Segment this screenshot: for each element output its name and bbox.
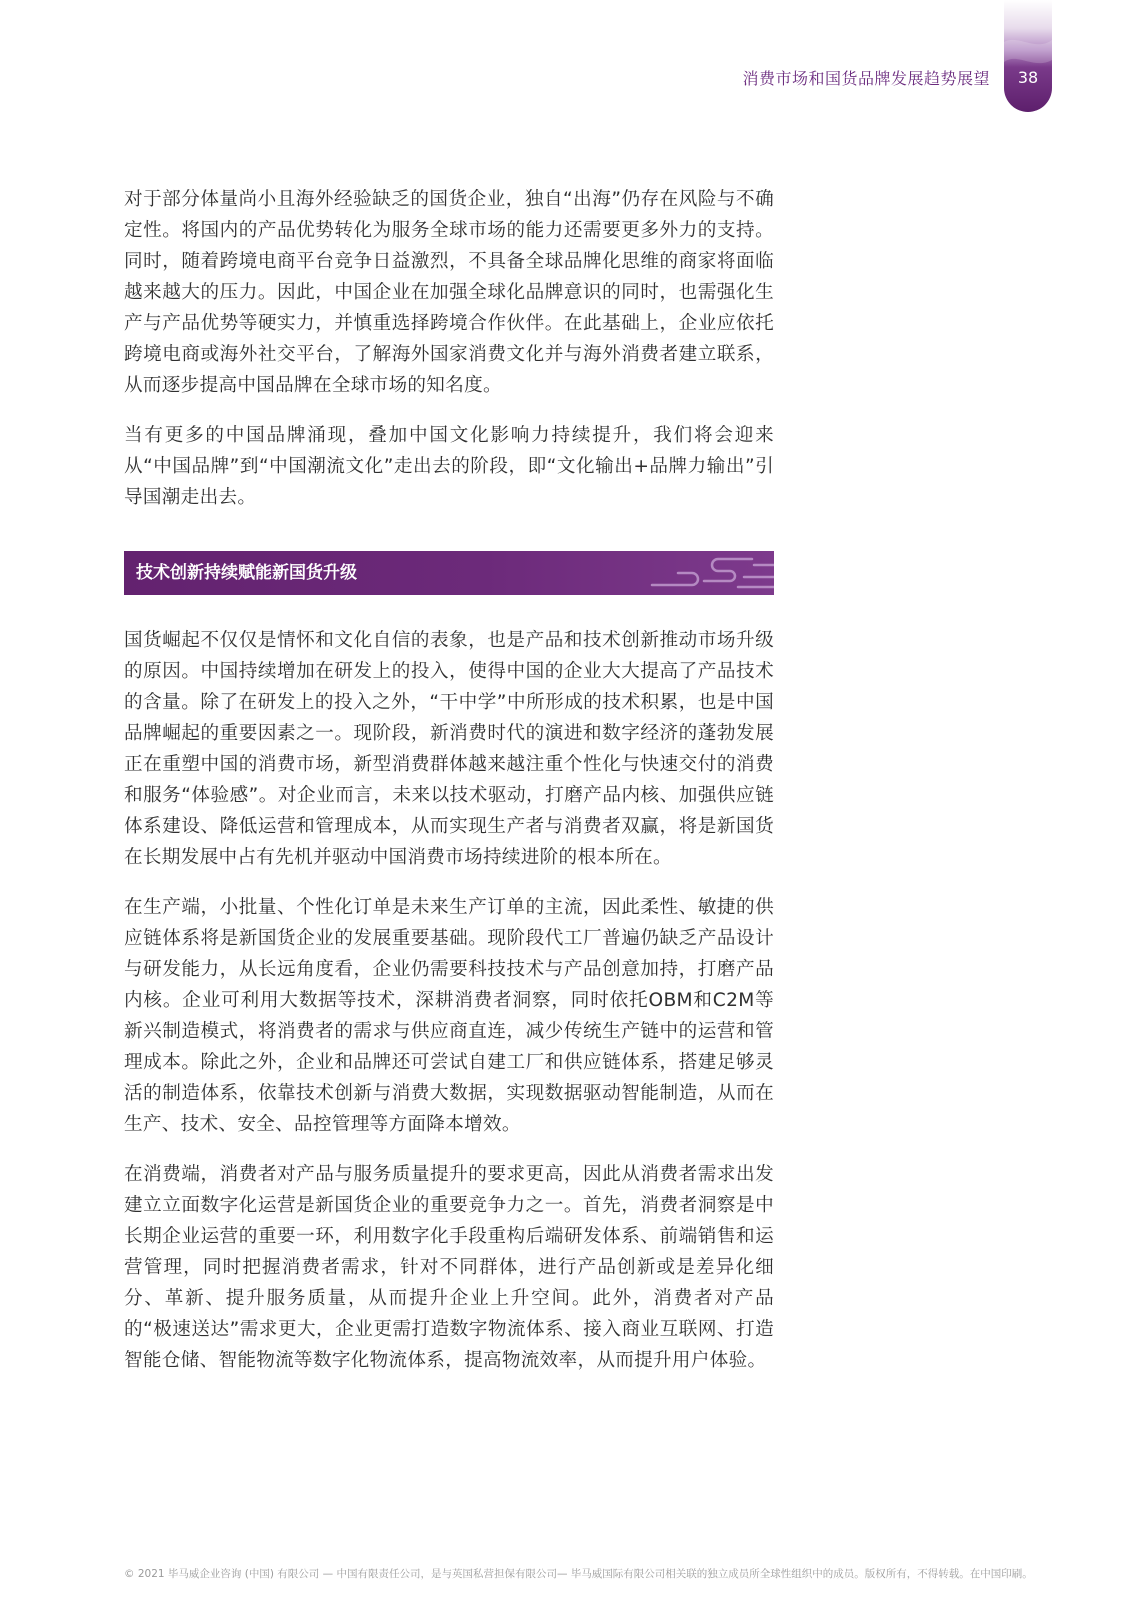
paragraph: 对于部分体量尚小且海外经验缺乏的国货企业，独自“出海”仍存在风险与不确定性。将国内的产品优势转化为服务全球市场的能力还需要更多外力的支持。同时，随着跨境电商平台竞争日益激烈，不具备全球品牌化思维的商家将面临越来越大的压力。因此，中国企业在加强全球化品牌意识的同时，也需强化生产与产品优势等硬实力，并慎重选择跨境合作伙伴。在此基础上，企业应依托跨境电商或海外社交平台，了解海外国家消费文化并与海外消费者建立联系，从而逐步提高中国品牌在全球市场的知名度。 bbox=[124, 189, 774, 396]
paragraph: 在消费端，消费者对产品与服务质量提升的要求更高，因此从消费者需求出发建立立面数字化运营是新国货企业的重要竞争力之一。首先，消费者洞察是中长期企业运营的重要一环，利用数字化手段重构后端研发体系、前端销售和运营管理，同时把握消费者需求，针对不同群体，进行产品创新或是差异化细分、革新、提升服务质量，从而提升企业上升空间。此外，消费者对产品的“极速送达”需求更大，企业更需打造数字物流体系、接入商业互联网、打造智能仓储、智能物流等数字化物流体系，提高物流效率，从而提升用户体验。 bbox=[124, 1164, 774, 1371]
footer-copyright: © 2021 毕马威企业咨询 (中国) 有限公司 — 中国有限责任公司，是与英国私营担保有限公司— 毕马威国际有限公司相关联的独立成员所全球性组织中的成员。版权所有，不得转载。在中国印刷。 bbox=[124, 1568, 1033, 1580]
header-title: 消费市场和国货品牌发展趋势展望 bbox=[742, 69, 990, 88]
page-number: 38 bbox=[1017, 68, 1039, 87]
paragraph: 在生产端，小批量、个性化订单是未来生产订单的主流，因此柔性、敏捷的供应链体系将是新国货企业的发展重要基础。现阶段代工厂普遍仍缺乏产品设计与研发能力，从长远角度看，企业仍需要科技技术与产品创意加持，打磨产品内核。企业可利用大数据等技术，深耕消费者洞察，同时依托OBM和C2M等新兴制造模式，将消费者的需求与供应商直连，减少传统生产链中的运营和管理成本。除此之外，企业和品牌还可尝试自建工厂和供应链体系，搭建足够灵活的制造体系，依靠技术创新与消费大数据，实现数据驱动智能制造，从而在生产、技术、安全、品控管理等方面降本增效。 bbox=[124, 897, 774, 1135]
page-tab-shape bbox=[1004, 0, 1052, 112]
cloud-pattern-icon bbox=[634, 551, 774, 595]
page-tab bbox=[1004, 0, 1052, 112]
paragraph: 当有更多的中国品牌涌现，叠加中国文化影响力持续提升，我们将会迎来从“中国品牌”到“中国潮流文化”走出去的阶段，即“文化输出+品牌力输出”引导国潮走出去。 bbox=[124, 425, 774, 508]
section-heading-bar bbox=[124, 551, 774, 595]
content-column bbox=[124, 184, 774, 1395]
paragraph: 国货崛起不仅仅是情怀和文化自信的表象，也是产品和技术创新推动市场升级的原因。中国持续增加在研发上的投入，使得中国的企业大大提高了产品技术的含量。除了在研发上的投入之外，“干中学”中所形成的技术积累，也是中国品牌崛起的重要因素之一。现阶段，新消费时代的演进和数字经济的蓬勃发展正在重塑中国的消费市场，新型消费群体越来越注重个性化与快速交付的消费和服务“体验感”。对企业而言，未来以技术驱动，打磨产品内核、加强供应链体系建设、降低运营和管理成本，从而实现生产者与消费者双赢，将是新国货在长期发展中占有先机并驱动中国消费市场持续进阶的根本所在。 bbox=[124, 630, 774, 868]
section-heading: 技术创新持续赋能新国货升级 bbox=[136, 563, 357, 583]
